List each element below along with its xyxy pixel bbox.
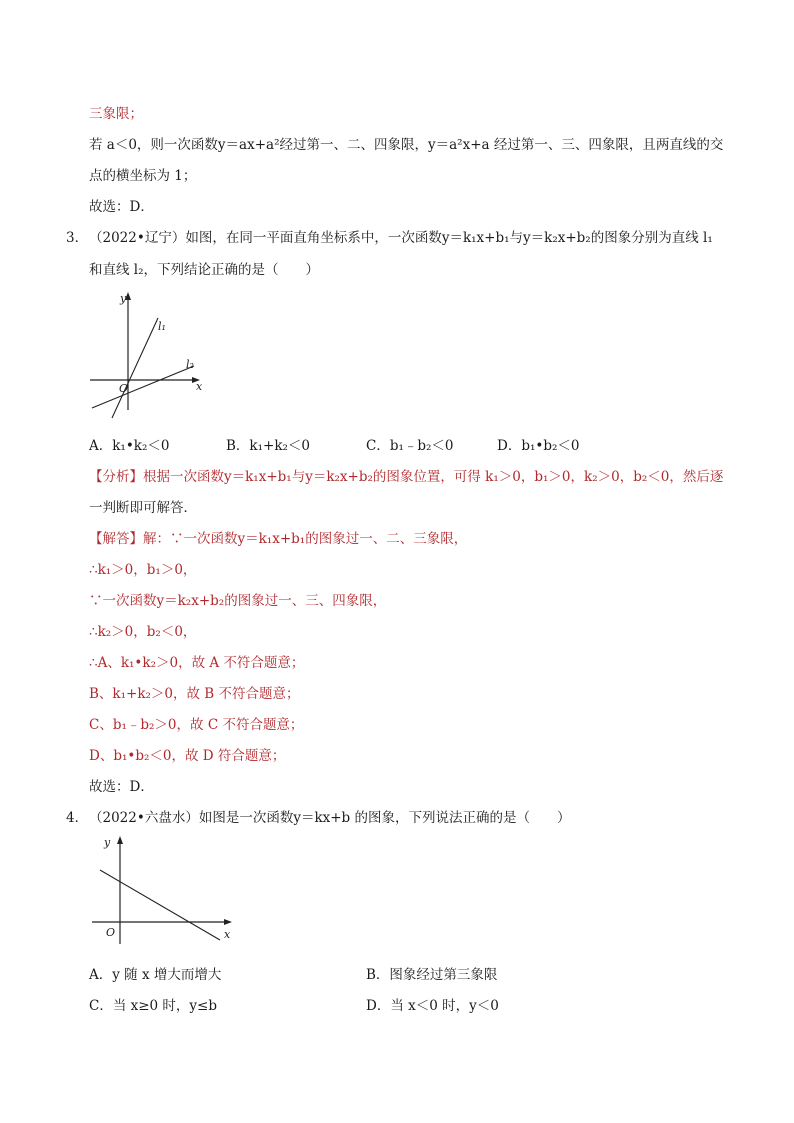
q3-option-d: D．b₁•b₂＜0	[497, 438, 580, 454]
answer-line: 故选：D．	[89, 779, 154, 795]
q3-option-c: C．b₁﹣b₂＜0	[366, 438, 454, 454]
solution-line: 【解答】解：∵一次函数y＝k₁x+b₁的图象过一、二、三象限，	[89, 531, 468, 547]
y-axis-label: y	[104, 836, 111, 849]
solution-line: ∴k₁＞0，b₁＞0，	[89, 562, 197, 578]
text-line: 三象限；	[89, 106, 143, 122]
question-number: 3．	[66, 230, 89, 246]
q4-option-b: B．图象经过第三象限	[366, 967, 498, 983]
solution-line: ∴A、k₁•k₂＞0，故 A 不符合题意；	[89, 655, 305, 671]
solution-line: ∴k₂＞0，b₂＜0，	[89, 624, 197, 640]
solution-line: D、b₁•b₂＜0，故 D 符合题意；	[89, 748, 286, 764]
y-axis-arrow	[117, 836, 123, 844]
origin-label: O	[106, 926, 116, 939]
l1-label: l₁	[158, 320, 166, 333]
solution-line: ∵一次函数y＝k₂x+b₂的图象过一、三、四象限，	[89, 593, 387, 609]
q3-option-a: A．k₁•k₂＜0	[89, 438, 170, 454]
text-line-content: 若 a＜0，则一次函数y＝ax+a²经过第一、二、四象限，y＝a²x+a 经过第一、三、四象限，且两直线的交	[89, 137, 724, 153]
answer-line: 故选：D．	[89, 199, 154, 215]
analysis-line: 一判断即可解答．	[89, 500, 197, 516]
l2-label: l₂	[186, 358, 194, 371]
origin-label: O	[119, 382, 129, 395]
q3-option-b: B．k₁+k₂＜0	[226, 438, 311, 454]
x-axis-arrow	[224, 919, 232, 925]
text-line	[89, 136, 723, 154]
x-axis-label: x	[224, 928, 231, 941]
solution-line: B、k₁+k₂＞0，故 B 不符合题意；	[89, 686, 300, 702]
question-text: （2022•六盘水）如图是一次函数y＝kx+b 的图象，下列说法正确的是（ ）	[89, 810, 571, 826]
line-l1	[112, 318, 158, 418]
q4-graph-figure	[88, 832, 240, 946]
q4-option-a: A．y 随 x 增大而增大	[89, 967, 222, 983]
text-line: 点的横坐标为 1；	[89, 168, 197, 184]
x-axis-label: x	[196, 380, 203, 393]
q4-option-d: D．当 x＜0 时，y＜0	[366, 998, 499, 1014]
y-axis-label: y	[120, 292, 127, 305]
q3-graph-figure	[86, 290, 212, 420]
question-text: 和直线 l₂，下列结论正确的是（ ）	[89, 262, 320, 278]
question-number: 4．	[66, 810, 89, 826]
line-kx-b	[100, 870, 220, 940]
solution-line: C、b₁﹣b₂＞0，故 C 不符合题意；	[89, 717, 304, 733]
q4-option-c: C．当 x≥0 时，y≤b	[89, 998, 218, 1014]
line-l2	[92, 366, 194, 408]
question-text: （2022•辽宁）如图，在同一平面直角坐标系中，一次函数y＝k₁x+b₁与y＝k₂x+b₂的图象分别为直线 l₁	[89, 230, 713, 246]
analysis-line: 【分析】根据一次函数y＝k₁x+b₁与y＝k₂x+b₂的图象位置，可得 k₁＞0，b₁＞0，k₂＞0，b₂＜0，然后逐	[89, 469, 724, 485]
